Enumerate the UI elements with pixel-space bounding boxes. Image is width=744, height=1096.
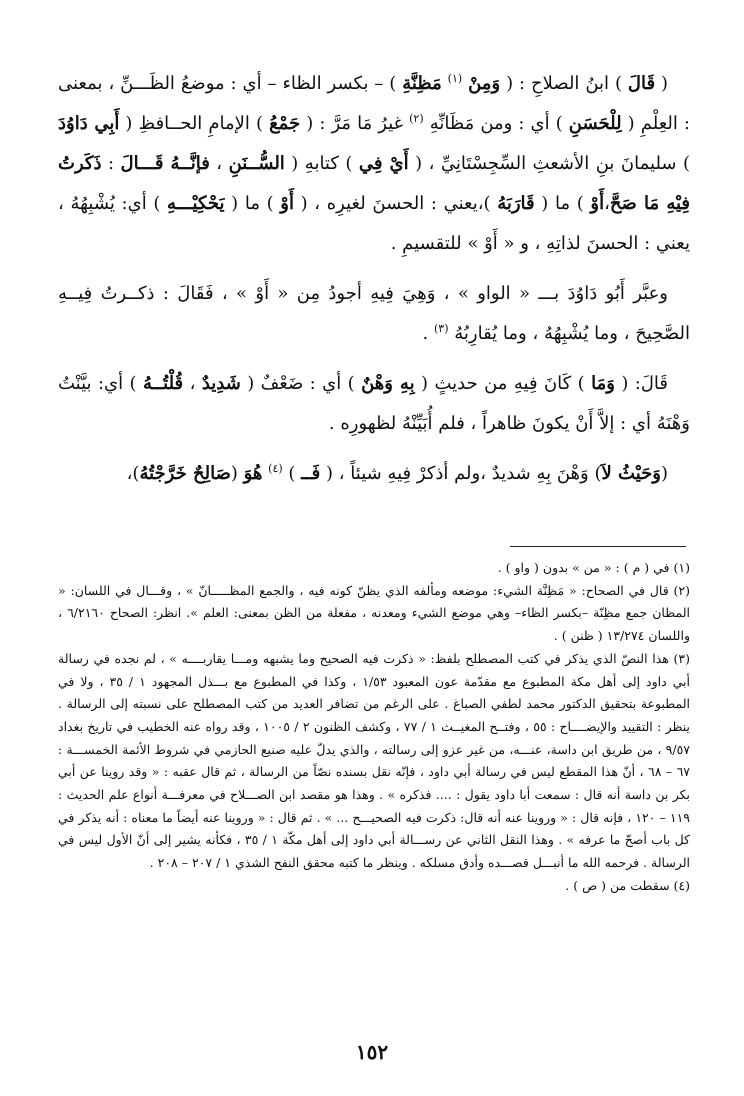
bold-term: وَحَيْثُ لاَ bbox=[601, 463, 661, 484]
bold-term: أَوْ bbox=[590, 193, 605, 214]
footnote-3: (٣) هذا النصّ الذي يذكر في كتب المصطلح بلفظ: « ذكرت فيه الصحيح وما يشبهه ومـــا يقاربــــه » ، لم نجده في رسالة أبي داود إلى أهل مكة المطبوع مع مقدّمة عون المعبود ١/٥٣ ، وكذا في المطبوع مع بـــذل المجهود ١ / ٣٥ ، ولا في المطبوعة بتحقيق الدكتور محمد لطفي الصباغ . على الرغم من تضافر العديد من كتب المصطلح على نسبته إلى الرسالة . ينظر : التقييد والإيضــــاح : ٥٥ ، وفتــح المغيــث ١ / ٧٧ ، وكشف الظنون ٢ / ١٠٠٥ ، وقد رواه عنه الخطيب في تاريخ بغداد ٩/٥٧ ، من طريق ابن داسة، عنـــه، من غير عزو إلى رسالته ، والذي يدلّ عليه صنيع الحازمي في شروط الأئمة الخمســـة : ٦٧ – ٦٨ ، أنّ هذا المقطع ليس في رسالة أبي داود ، فإنّه نقل بسنده نصّاً من الرسالة ، ثم قال عقبه : « وقد روينا عن أبي بكر بن داسة أنه قال : سمعت أبا داود يقول : .... فذكره » . وهذا هو مقصد ابن الصـــلاح في معرفـــة أنواع علم الحديث : ١١٩ – ١٢٠ ، فإنه قال : « وروينا عنه أنه قال: ذكرت فيه الصحيـــح ... » . ثم قال : « وروينا عنه أيضاً ما معناه : أنه يذكر في كل باب أصحّ ما عرفه » . وهذا النقل الثاني عن رســـالة أبي داود إلى أهل مكّة ١ / ٣٥ ، فكأنه يشير إلى أنّ الأول ليس في الرسالة . فرحمه الله ما أنبـــل قصـــده وأدق مسلكه . وينظر ما كتبه محقق النفح الشذي ١ / ٢٠٧ – ٢٠٨ . bbox=[58, 650, 691, 871]
paragraph-4: (وَحَيْثُ لاَ) وَهْنَ بِهِ شديدٌ ،ولم أذكرْ فِيهِ شيئاً ، ( فَــ ) $^{(٤)}$ هُوَ (صَالِحٌ خَرَّجْتُهُ)، bbox=[126, 462, 668, 484]
bold-term: أَيْ فِي bbox=[358, 153, 409, 174]
footnote-4: (٤) سقطت من ( ص ) . bbox=[565, 877, 690, 893]
bold-term: قَالَ bbox=[627, 73, 656, 94]
footnote-2: (٢) قال في الصحاح: « مَظِنَّة الشيء: موضعه ومألفه الذي يظنّ كونه فيه ، والجمع المظـــــانّ » ، وقـــال في اللسان: « المظان جمع مظِنّة –بكسر الظاء– وهي موضع الشيء ومعدنه ، مفعلة من الظن بمعنى: العلم ». انظر: الصحاح ٦/٢١٦٠ ، واللسان ١٣/٢٧٤ ( ظنن ) . bbox=[58, 582, 690, 644]
bold-term: السُّــنَنِ bbox=[228, 153, 285, 174]
bold-term: مَظِنَّةِ bbox=[402, 73, 442, 94]
bold-term: أَوْ bbox=[280, 193, 294, 214]
bold-term: شَدِيدٌ bbox=[201, 373, 241, 394]
bold-term: فإنَّــهُ قَـــالَ bbox=[120, 153, 210, 174]
bold-term: ذَكَرتُ فِيْهِ مَا صَحَّ bbox=[58, 153, 691, 214]
bold-term: وَمِنْ bbox=[468, 73, 501, 94]
paragraph-1: ( قَالَ ) ابنُ الصلاحِ : ( وَمِنْ $^{(١)}$ مَظِنَّةِ ) – بكسر الظاء – أي : موضعُ الظَـــنِّ ، بمعنى : العِلْمِ ( لِلْحَسَنِ ) أي : ومن مَظَانِّهِ $^{(٢)}$ غيرُ مَا مَرَّ : ( جَمْعُ ) الإمامِ الحــافظِ ( أَبِي دَاوُدَ ) سليمانَ بنِ الأشعثِ السِّجِسْتَانِيِّ ، ( أَيْ فِي ) كتابهِ ( السُّــنَنِ ، فإنَّــهُ قَـــالَ : ذَكَرتُ فِيْهِ مَا صَحَّ،أَوْ ) ما ( قَارَبَهُ )،يعني : الحسنَ لغيرِه ، ( أَوْ ) ما ( يَحْكِيْـــهِ ) أي: يُشْبِهُهُ ، يعني : الحسنَ لذاتِهِ ، و « أَوْ » للتقسيمِ . bbox=[58, 72, 691, 254]
main-text bbox=[58, 64, 690, 504]
bold-term: قُلْتُــهُ bbox=[142, 373, 184, 394]
footnote-marker: (٣) bbox=[434, 322, 449, 335]
footnote-marker: (٤) bbox=[268, 462, 283, 475]
bold-term: هُوَ bbox=[243, 463, 263, 484]
paragraph-2: وعبَّر أَبُو دَاوُدَ بـــ « الواو » ، وَهِيَ فِيهِ أجودُ مِن « أَوْ » ، فَقَالَ : ذكــرتُ فِيــهِ الصَّحِيحَ ، وما يُشْبِهُهُ ، وما يُقارِبُهُ $^{(٣)}$ . bbox=[58, 283, 690, 344]
bold-term: لِلْحَسَنِ bbox=[568, 113, 622, 134]
paragraph-3: قَالَ: ( وَمَا ) كَانَ فِيهِ من حديثٍ ( بِهِ وَهْنٌ ) أي : ضَعْفٌ ( شَدِيدٌ ، قُلْتُــهُ ) أي: بيَّنْتُ وَهْنَهُ أي : إلاَّ أَنْ يكونَ ظاهراً ، فلم أُبَيِّنْهُ لظهورِه . bbox=[58, 373, 690, 434]
footnotes bbox=[58, 557, 690, 898]
bold-term: بِهِ وَهْنٌ bbox=[361, 373, 415, 394]
bold-term: أَبِي دَاوُدَ bbox=[58, 113, 120, 134]
footnote-marker: (١) bbox=[447, 72, 463, 85]
bold-term: وَمَا bbox=[591, 373, 615, 394]
page-number: ١٥٢ bbox=[355, 1040, 389, 1064]
footnote-1: (١) في ( م ) : « من » بدون ( واو ) . bbox=[497, 560, 690, 575]
bold-term: صَالِحٌ خَرَّجْتُهُ bbox=[139, 463, 231, 484]
footnote-divider bbox=[510, 546, 686, 547]
footnote-marker: (٢) bbox=[409, 112, 424, 125]
bold-term: قَارَبَهُ bbox=[497, 193, 535, 214]
bold-term: جَمْعُ bbox=[269, 113, 301, 134]
bold-term: يَحْكِيْـــهِ bbox=[167, 193, 225, 214]
bold-term: فَــ bbox=[301, 463, 321, 484]
